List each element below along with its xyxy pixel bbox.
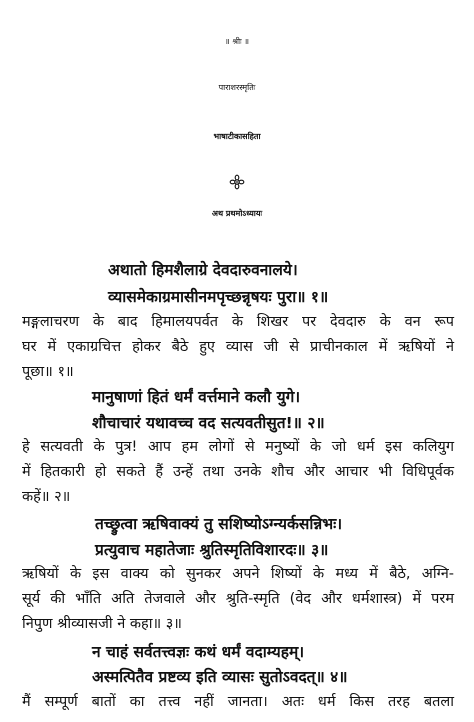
verse-4-line-2: अस्मत्पितैव प्रष्टव्य इति व्यासः सुतोऽवदत्॥ ४॥ (92, 668, 348, 686)
commentary-1-line-2: घर में एकाग्रचित्त होकर बैठे हुए व्यास जी से प्राचीनकाल में ऋषियों ने (22, 339, 454, 355)
flower-ornament-icon (0, 174, 474, 192)
verse-2-line-2: शौचाचारं यथावच्च वद सत्यवतीसुत!॥ २॥ (92, 414, 325, 432)
verse-3-line-1: तच्छ्रुत्वा ऋषिवाक्यं तु सशिष्योऽग्न्यर्कसन्निभः। (95, 515, 343, 533)
commentary-1-line-3: पूछा॥ १॥ (22, 364, 74, 380)
commentary-3-line-3: निपुण श्रीव्यासजी ने कहा॥ ३॥ (22, 616, 182, 632)
commentary-2-line-2: में हितकारी हो सकते हैं उन्हें तथा उनके शौच और आचार भी विधिपूर्वक (22, 464, 454, 480)
commentary-3-line-1: ऋषियों के इस वाक्य को सुनकर अपने शिष्यों के मध्य में बैठे, अग्नि- (22, 566, 454, 582)
invocation: ॥ श्रीः ॥ (224, 37, 250, 46)
commentary-4-line-1: मैं सम्पूर्ण बातों का तत्त्व नहीं जानता। अतः धर्म किस तरह बतला (22, 694, 454, 710)
verse-3-line-2: प्रत्युवाच महातेजाः श्रुतिस्मृतिविशारदः॥ ३॥ (95, 541, 329, 559)
verse-4-line-1: न चाहं सर्वतत्त्वज्ञः कथं धर्मं वदाम्यहम्। (92, 643, 305, 661)
chapter-heading: अथ प्रथमोऽध्यायः (211, 209, 263, 218)
verse-1-line-1: अथातो हिमशैलाग्रे देवदारुवनालये। (108, 261, 298, 279)
verse-1-line-2: व्यासमेकाग्रमासीनमपृच्छन्नृषयः पुरा॥ १॥ (108, 288, 329, 306)
subtitle: भाषाटीकासहिता (213, 132, 261, 141)
page-title: पाराशरस्मृतिः (218, 83, 256, 92)
commentary-3-line-2: सूर्य की भाँति अति तेजवाले और श्रुति-स्मृति (वेद और धर्मशास्त्र) में परम (22, 591, 454, 607)
commentary-2-line-3: कहें॥ २॥ (22, 489, 71, 505)
commentary-2-line-1: हे सत्यवती के पुत्र! आप हम लोगों से मनुष्यों के जो धर्म इस कलियुग (22, 439, 454, 455)
verse-2-line-1: मानुषाणां हितं धर्मं वर्त्तमाने कलौ युगे। (92, 388, 301, 406)
commentary-1-line-1: मङ्गलाचरण के बाद हिमालयपर्वत के शिखर पर देवदारु के वन रूप (22, 314, 454, 330)
